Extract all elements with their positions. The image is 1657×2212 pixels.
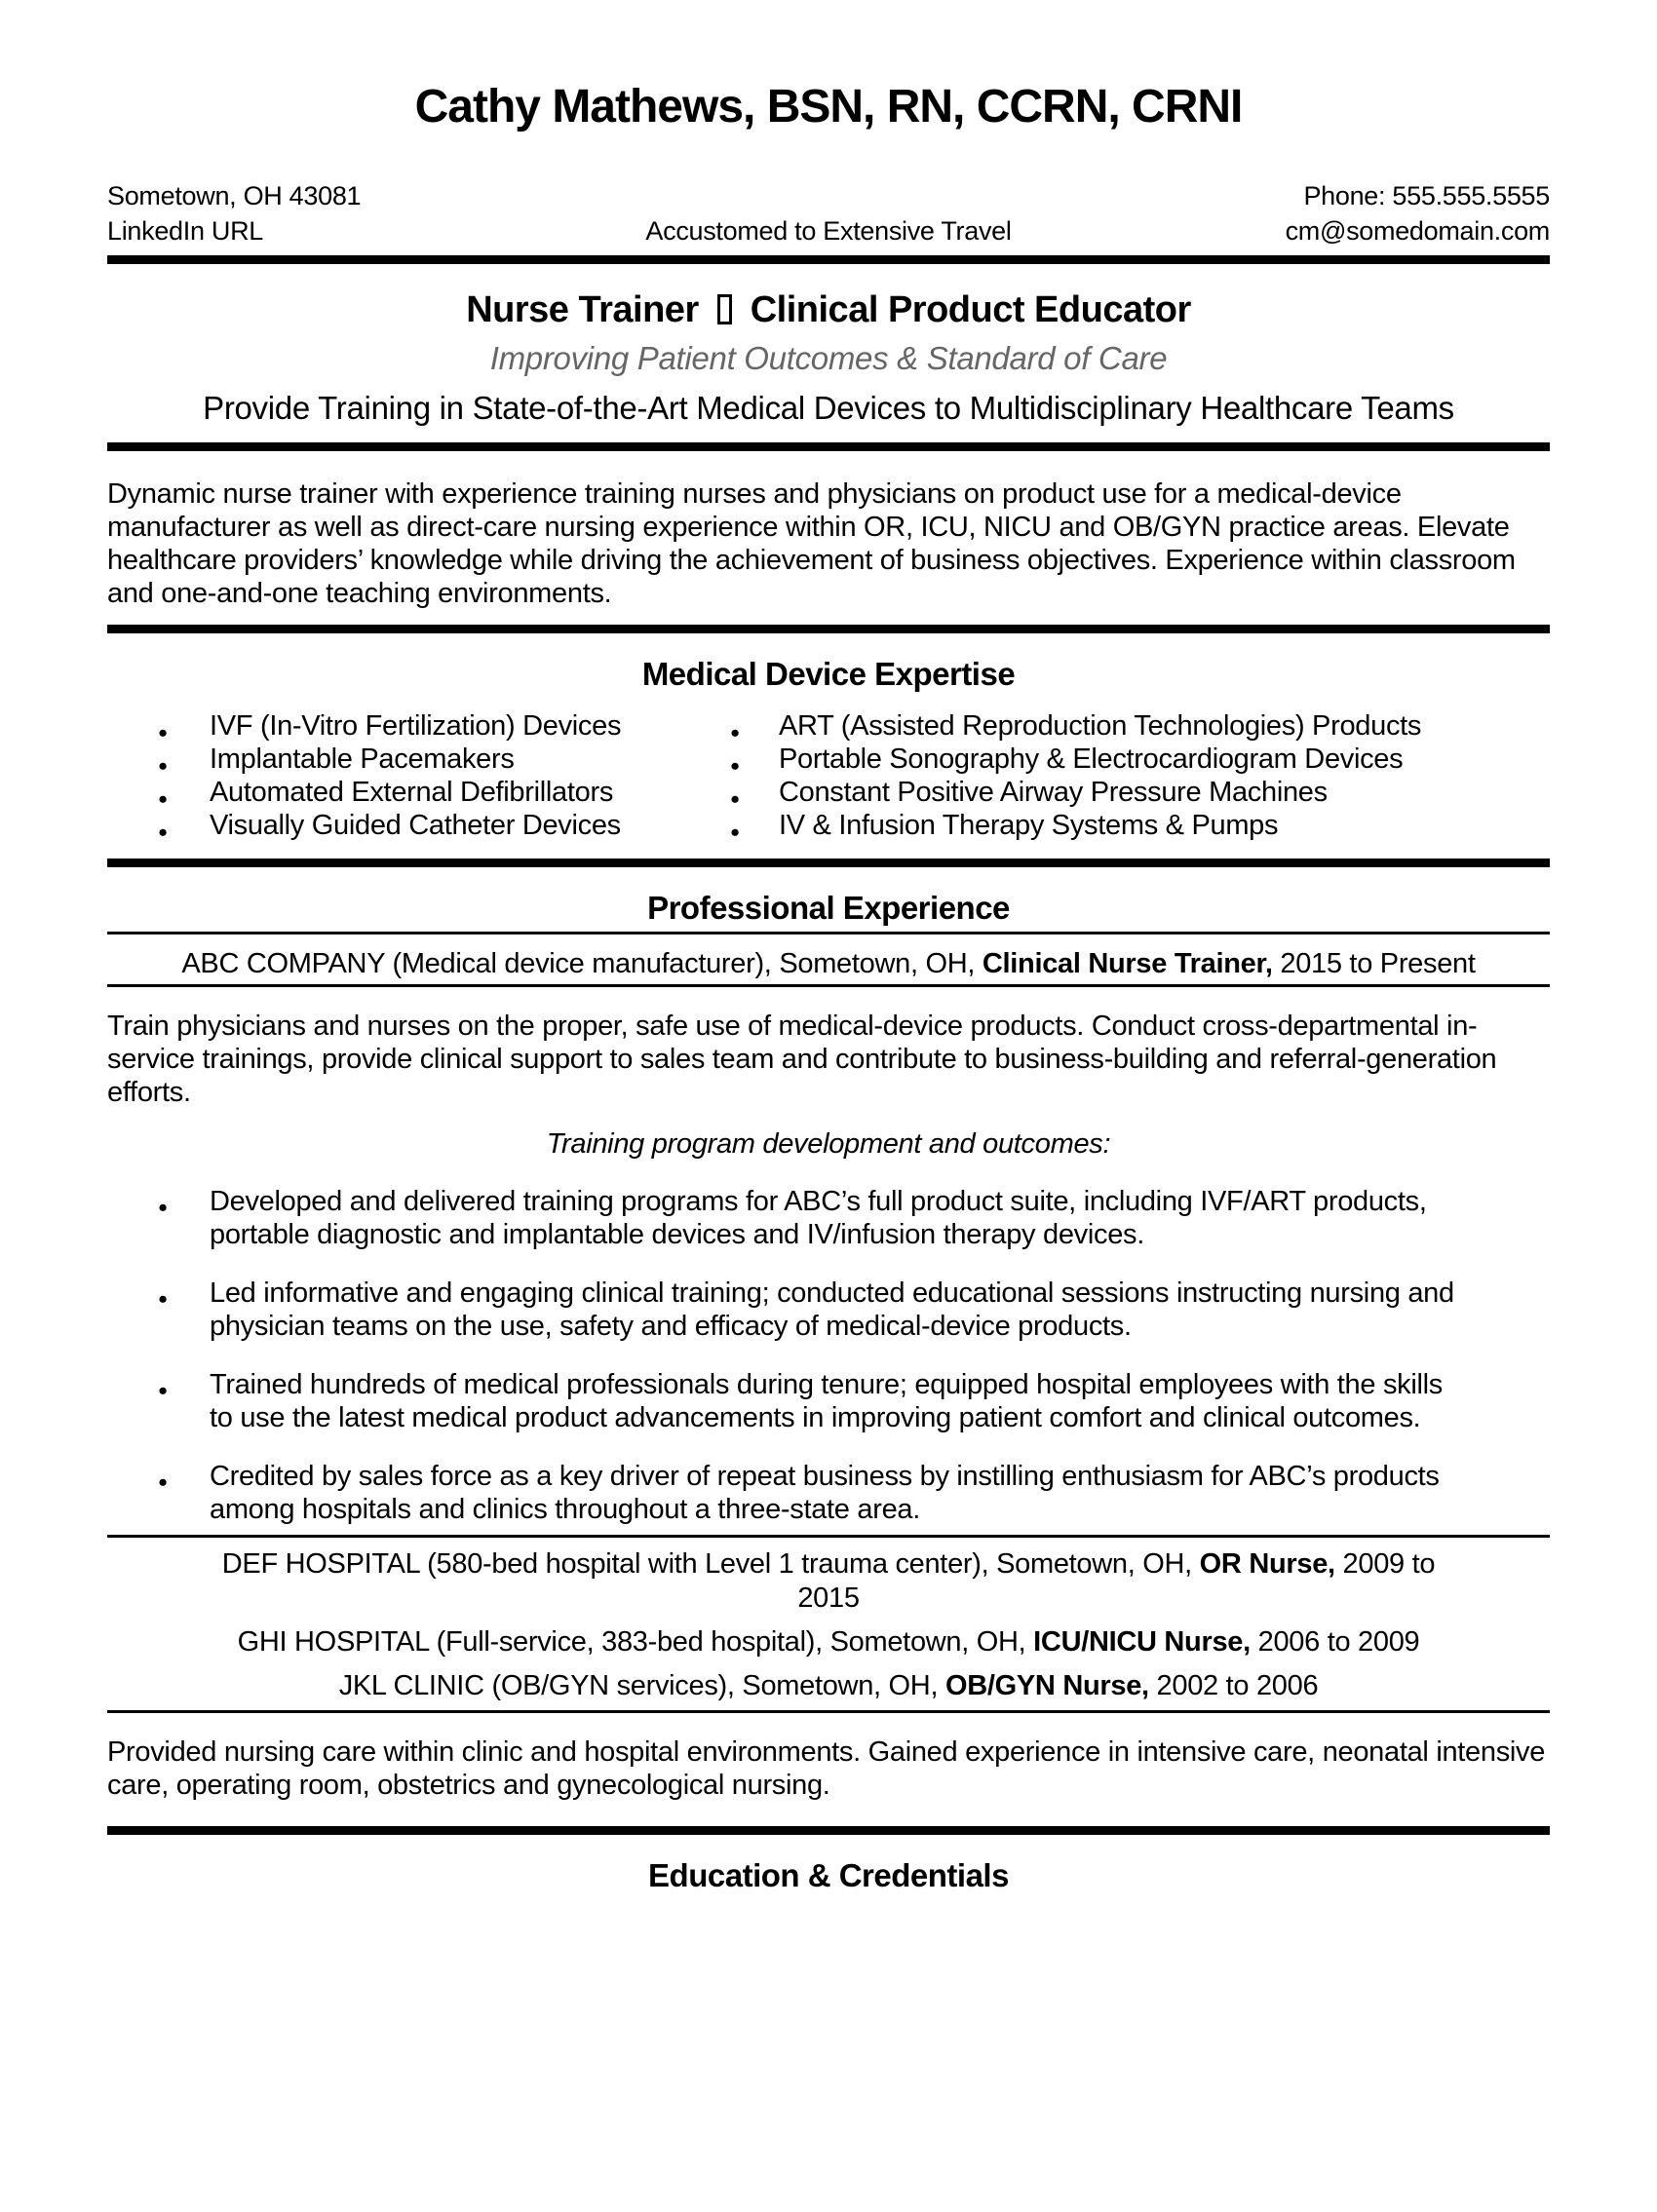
rule-under-current-job-heading <box>107 984 1550 987</box>
rule-under-experience-heading <box>107 932 1550 934</box>
resume-content <box>107 0 1550 1894</box>
box-separator-icon <box>717 294 732 324</box>
current-job-company: ABC COMPANY (Medical device manufacturer), Sometown, OH, <box>181 948 983 980</box>
contact-linkedin: LinkedIn URL <box>107 216 263 247</box>
current-job-heading <box>166 947 1491 981</box>
prior-job-title: OB/GYN Nurse, <box>944 1670 1149 1702</box>
contact-email: cm@somedomain.com <box>1285 216 1550 247</box>
headline-subtitle: Provide Training in State-of-the-Art Medical Devices to Multidisciplinary Healthcare Teams <box>203 389 1454 426</box>
expertise-item: ● Portable Sonography & Electrocardiogram Devices <box>728 743 1422 776</box>
rule-under-contact <box>107 255 1550 264</box>
rule-before-prior-jobs <box>107 1535 1550 1538</box>
job-bullet: ● Led informative and engaging clinical training; conducted educational sessions instructing nursing and physician teams on the use, safety and efficacy of medical-device products. <box>107 1277 1472 1343</box>
rule-before-education <box>107 1826 1550 1835</box>
expertise-item: ● Visually Guided Catheter Devices <box>107 809 728 842</box>
job-bullet: ● Developed and delivered training programs for ABC’s full product suite, including IVF/ART products, portable diagnostic and implantable devices and IV/infusion therapy devices. <box>107 1185 1472 1251</box>
section-heading-experience: Professional Experience <box>647 890 1010 927</box>
prior-job-heading <box>195 1669 1462 1703</box>
job-bullet: ● Credited by sales force as a key driver of repeat business by instilling enthusiasm for ABC’s products among hospitals and clinics throughout a three-state area. <box>107 1460 1472 1526</box>
rule-after-prior-jobs <box>107 1710 1550 1713</box>
role-nurse-trainer: Nurse Trainer <box>466 289 699 331</box>
expertise-columns <box>107 709 1550 842</box>
expertise-list-right <box>728 709 1550 842</box>
prior-jobs-summary: Provided nursing care within clinic and hospital environments. Gained experience in intensive care, neonatal intensive care, operating room, obstetrics and gynecological nursing. <box>107 1736 1546 1802</box>
current-job-subheading: Training program development and outcomes: <box>546 1128 1111 1161</box>
contact-travel-note: Accustomed to Extensive Travel <box>645 216 1012 247</box>
section-heading-expertise: Medical Device Expertise <box>641 656 1016 693</box>
prior-job-dates: 2002 to 2006 <box>1148 1670 1319 1702</box>
expertise-item: ● Constant Positive Airway Pressure Machines <box>728 776 1422 809</box>
expertise-item: ● ART (Assisted Reproduction Technologies) Products <box>728 709 1422 743</box>
contact-location: Sometown, OH 43081 <box>107 181 362 211</box>
headline-roles <box>107 290 1550 331</box>
contact-row-2 <box>107 213 1550 248</box>
professional-summary: Dynamic nurse trainer with experience training nurses and physicians on product use for a medical-device manufacturer as well as direct-care nursing experience within OR, ICU, NICU and OB/GYN practice areas. Elevate healthcare providers’ knowledge while driving the achievement of business objectives. Experience within classroom and one-and-one teaching environments. <box>107 478 1516 610</box>
section-heading-education: Education & Credentials <box>648 1857 1009 1894</box>
contact-row-1 <box>107 178 1550 213</box>
prior-job-company: JKL CLINIC (OB/GYN services), Sometown, OH, <box>338 1670 945 1702</box>
current-job-intro: Train physicians and nurses on the proper, safe use of medical-device products. Conduct cross-departmental in-service trainings, provide clinical support to sales team and contribute to business-building and referral-generation efforts. <box>107 1011 1497 1109</box>
current-job-bullets <box>107 1185 1472 1526</box>
prior-job-dates: 2006 to 2009 <box>1250 1626 1420 1659</box>
current-job-dates: 2015 to Present <box>1272 948 1476 980</box>
candidate-name: Cathy Mathews, BSN, RN, CCRN, CRNI <box>414 81 1243 133</box>
rule-under-summary <box>107 625 1550 633</box>
prior-job-title: ICU/NICU Nurse, <box>1033 1626 1251 1659</box>
prior-job-company: DEF HOSPITAL (580-bed hospital with Level 1 trauma center), Sometown, OH, <box>221 1548 1200 1581</box>
contact-block <box>107 178 1550 248</box>
prior-job-heading <box>195 1625 1462 1659</box>
contact-phone: Phone: 555.555.5555 <box>1303 181 1550 211</box>
headline-tagline: Improving Patient Outcomes & Standard of Care <box>489 339 1168 376</box>
expertise-list-left <box>107 709 728 842</box>
role-clinical-product-educator: Clinical Product Educator <box>750 289 1191 331</box>
prior-job-company: GHI HOSPITAL (Full-service, 383-bed hospital), Sometown, OH, <box>237 1626 1034 1659</box>
expertise-item: ● IV & Infusion Therapy Systems & Pumps <box>728 809 1422 842</box>
prior-job-title: OR Nurse, <box>1199 1548 1335 1581</box>
expertise-item: ● Automated External Defibrillators <box>107 776 728 809</box>
job-bullet: ● Trained hundreds of medical professionals during tenure; equipped hospital employees with the skills to use the latest medical product advancements in improving patient comfort and clinical outcomes. <box>107 1368 1472 1434</box>
current-job-title: Clinical Nurse Trainer, <box>982 948 1273 980</box>
expertise-item: ● IVF (In-Vitro Fertilization) Devices <box>107 709 728 743</box>
prior-job-dates: 2009 to 2015 <box>797 1548 1436 1615</box>
prior-job-heading <box>195 1547 1462 1616</box>
rule-under-expertise <box>107 858 1550 867</box>
contact-spacer <box>588 178 1068 213</box>
rule-under-headline <box>107 442 1550 451</box>
expertise-item: ● Implantable Pacemakers <box>107 743 728 776</box>
